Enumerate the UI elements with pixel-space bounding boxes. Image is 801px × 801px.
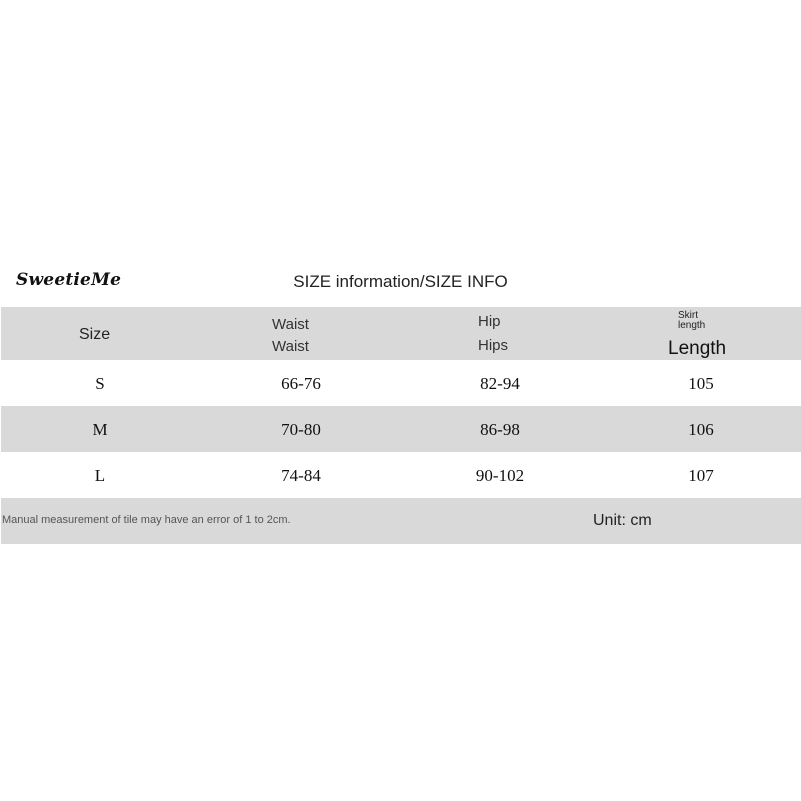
- brand-logo: SweetieMe: [16, 270, 122, 290]
- header-hip: Hip: [478, 313, 501, 330]
- table-cell-hip: 90-102: [475, 466, 525, 485]
- table-cell-size: L: [94, 466, 106, 485]
- table-cell-size: S: [95, 374, 105, 393]
- header-waist: Waist: [272, 316, 309, 333]
- table-cell-size: M: [92, 420, 108, 439]
- page-title: SIZE information/SIZE INFO: [293, 272, 508, 291]
- header-skirt-length: length: [678, 320, 706, 331]
- unit-label: Unit: cm: [593, 512, 652, 529]
- table-cell-length: 107: [688, 466, 714, 485]
- table-cell-waist: 66-76: [281, 374, 321, 393]
- header-waist-secondary: Waist: [272, 338, 309, 355]
- measurement-note: Manual measurement of tile may have an error of 1 to 2cm.: [2, 514, 291, 526]
- table-cell-hip: 86-98: [480, 420, 520, 439]
- table-cell-waist: 74-84: [281, 466, 321, 485]
- header-skirt: Skirt: [678, 310, 698, 321]
- table-cell-hip: 82-94: [480, 374, 520, 393]
- table-cell-waist: 70-80: [281, 420, 321, 439]
- table-cell-length: 106: [688, 420, 714, 439]
- header-size: Size: [79, 326, 111, 343]
- table-cell-length: 105: [688, 374, 714, 393]
- header-length: Length: [668, 338, 727, 359]
- header-hips-secondary: Hips: [478, 337, 509, 354]
